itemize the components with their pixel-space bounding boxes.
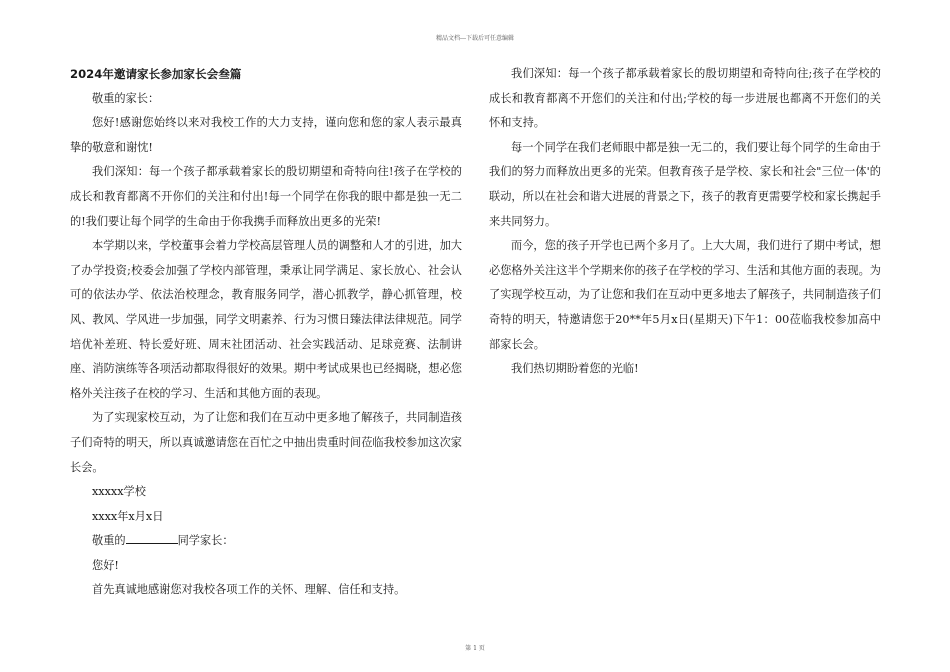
closing: 我们热切期盼着您的光临! xyxy=(511,362,639,376)
paragraph: 我们深知：每一个孩子都承载着家长的殷切期望和奇特向往;孩子在学校的成长和教育都离不开您们的关注和付出;学校的每一步进展也都离不开您们的关怀和支持。 xyxy=(489,67,881,130)
paragraph: 而今，您的孩子开学也已两个多月了。上大大周，我们进行了期中考试，想必您格外关注这半个学期来你的孩子在学校的学习、生活和其他方面的表现。为了实现学校互动，为了让您和我们在互动中更多地去了解孩子，共同制造孩子们奇特的明天，特邀请您于20**年5月x日(星期天)下午1：00莅临我校参加高中部家长会。 xyxy=(489,239,881,351)
name-blank xyxy=(126,533,178,544)
paragraph: 本学期以来，学校董事会着力学校高层管理人员的调整和人才的引进，加大了办学投资;校委会加强了学校内部管理，秉承让同学满足、家长放心、社会认可的依法办学、依法治校理念，教育服务同学，潜心抓教学，静心抓管理，校风、教风、学风进一步加强，同学文明素养、行为习惯日臻法律法律规范。同学培优补差班、特长爱好班、周末社团活动、社会实践活动、足球竞赛、法制讲座、消防演练等各项活动都取得很好的效果。期中考试成果也已经揭晓，想必您格外关注孩子在校的学习、生活和其他方面的表现。 xyxy=(70,239,462,400)
greeting: 您好! xyxy=(92,558,119,572)
greeting: 敬重的家长： xyxy=(92,91,160,105)
document-title: 2024年邀请家长参加家长会叁篇 xyxy=(70,67,242,81)
signature-date: xxxx年x月x日 xyxy=(92,509,164,523)
right-column xyxy=(489,62,881,382)
page-header: 精品文档---下载后可任意编辑 xyxy=(435,35,515,42)
salutation-suffix: 同学家长： xyxy=(177,534,234,548)
paragraph: 您好!感谢您始终以来对我校工作的大力支持，谨向您和您的家人表示最真挚的敬意和谢忱! xyxy=(70,116,462,154)
salutation-prefix: 敬重的 xyxy=(92,534,126,548)
paragraph: 为了实现家校互动，为了让您和我们在互动中更多地了解孩子，共同制造孩子们奇特的明天，所以真诚邀请您在百忙之中抽出贵重时间莅临我校参加这次家长会。 xyxy=(70,411,462,474)
paragraph: 我们深知：每一个孩子都承载着家长的殷切期望和奇特向往!孩子在学校的成长和教育都离不开你们的关注和付出!每一个同学在你我的眼中都是独一无二的!我们要让每个同学的生命由于你我携手而释放出更多的光荣! xyxy=(70,165,462,228)
left-column xyxy=(70,62,462,603)
paragraph: 首先真诚地感谢您对我校各项工作的关怀、理解、信任和支持。 xyxy=(92,583,406,597)
signature-school: xxxxx学校 xyxy=(92,485,146,499)
paragraph: 每一个同学在我们老师眼中都是独一无二的，我们要让每个同学的生命由于我们的努力而释放出更多的光荣。但教育孩子是学校、家长和社会"三位一体'的联动，所以在社会和谐大进展的背景之下，孩子的教育更需要学校和家长携起手来共同努力。 xyxy=(489,140,881,228)
salutation-line xyxy=(70,529,462,554)
page-footer: 第 1 页 xyxy=(465,645,485,652)
